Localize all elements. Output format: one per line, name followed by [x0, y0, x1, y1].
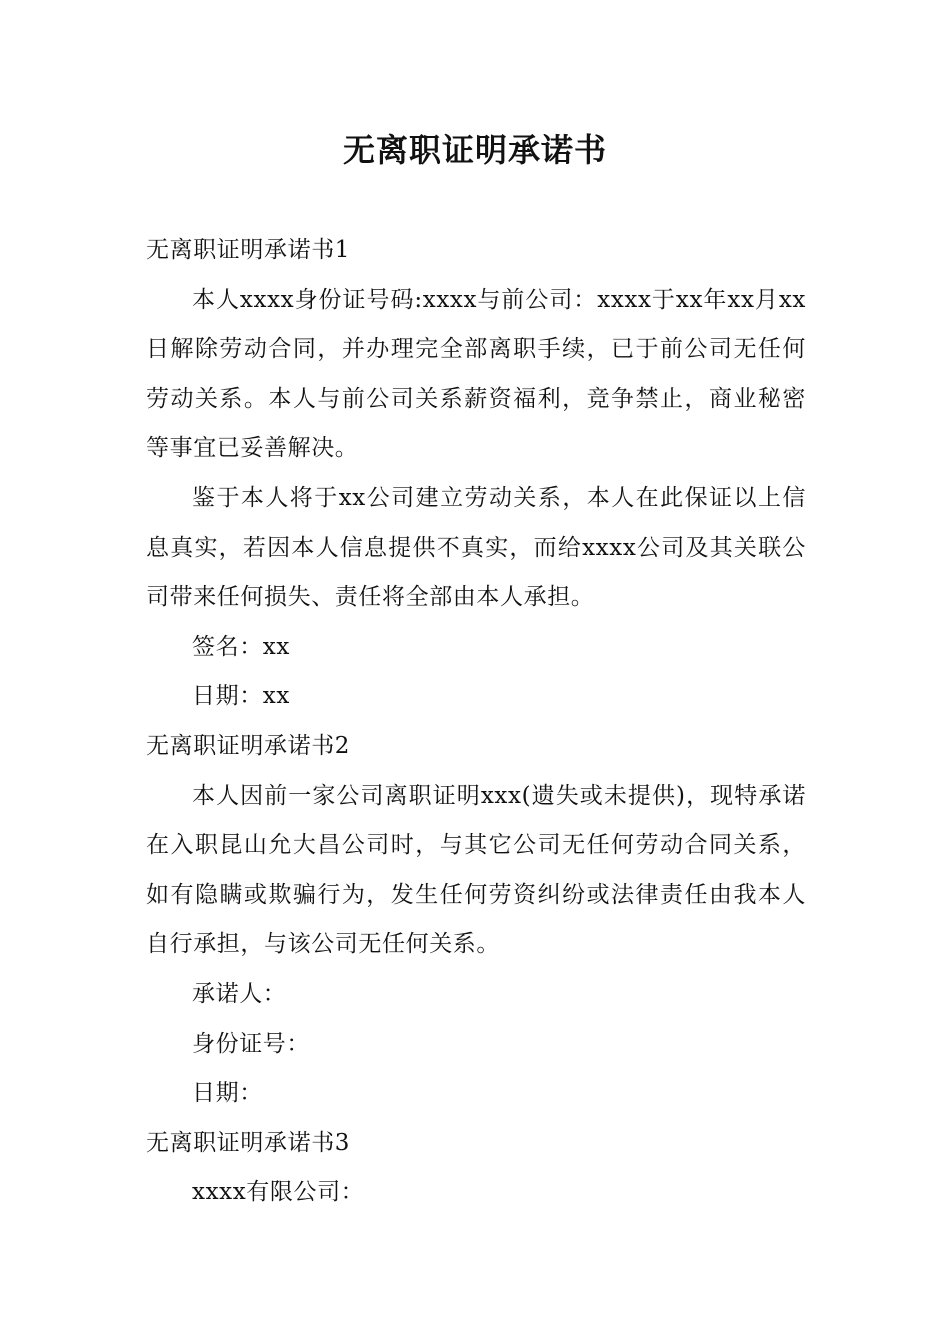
body-paragraph: 本人xxxx身份证号码:xxxx与前公司：xxxx于xx年xx月xx日解除劳动合同，并办理完全部离职手续，已于前公司无任何劳动关系。本人与前公司关系薪资福利，竞争禁止，商业秘密等事宜已妥善解决。 [146, 286, 806, 462]
document-title: 无离职证明承诺书 [342, 131, 607, 169]
body-paragraph: 鉴于本人将于xx公司建立劳动关系，本人在此保证以上信息真实，若因本人信息提供不真实，而给xxxx公司及其关联公司带来任何损失、责任将全部由本人承担。 [146, 484, 806, 611]
section-heading: 无离职证明承诺书2 [146, 732, 351, 759]
date-field: 日期：xx [192, 683, 290, 710]
document-body [146, 226, 806, 1218]
signature-field: 签名：xx [192, 633, 290, 660]
addressee-field: xxxx有限公司： [192, 1179, 365, 1206]
body-paragraph: 本人因前一家公司离职证明xxx(遗失或未提供)，现特承诺在入职昆山允大昌公司时，与其它公司无任何劳动合同关系，如有隐瞒或欺骗行为，发生任何劳资纠纷或法律责任由我本人自行承担，与该公司无任何关系。 [146, 782, 806, 958]
section-heading: 无离职证明承诺书3 [146, 1129, 351, 1156]
date-field: 日期： [192, 1080, 263, 1107]
section-heading: 无离职证明承诺书1 [146, 237, 351, 263]
id-number-field: 身份证号： [192, 1030, 310, 1057]
promisor-field: 承诺人： [192, 980, 287, 1007]
